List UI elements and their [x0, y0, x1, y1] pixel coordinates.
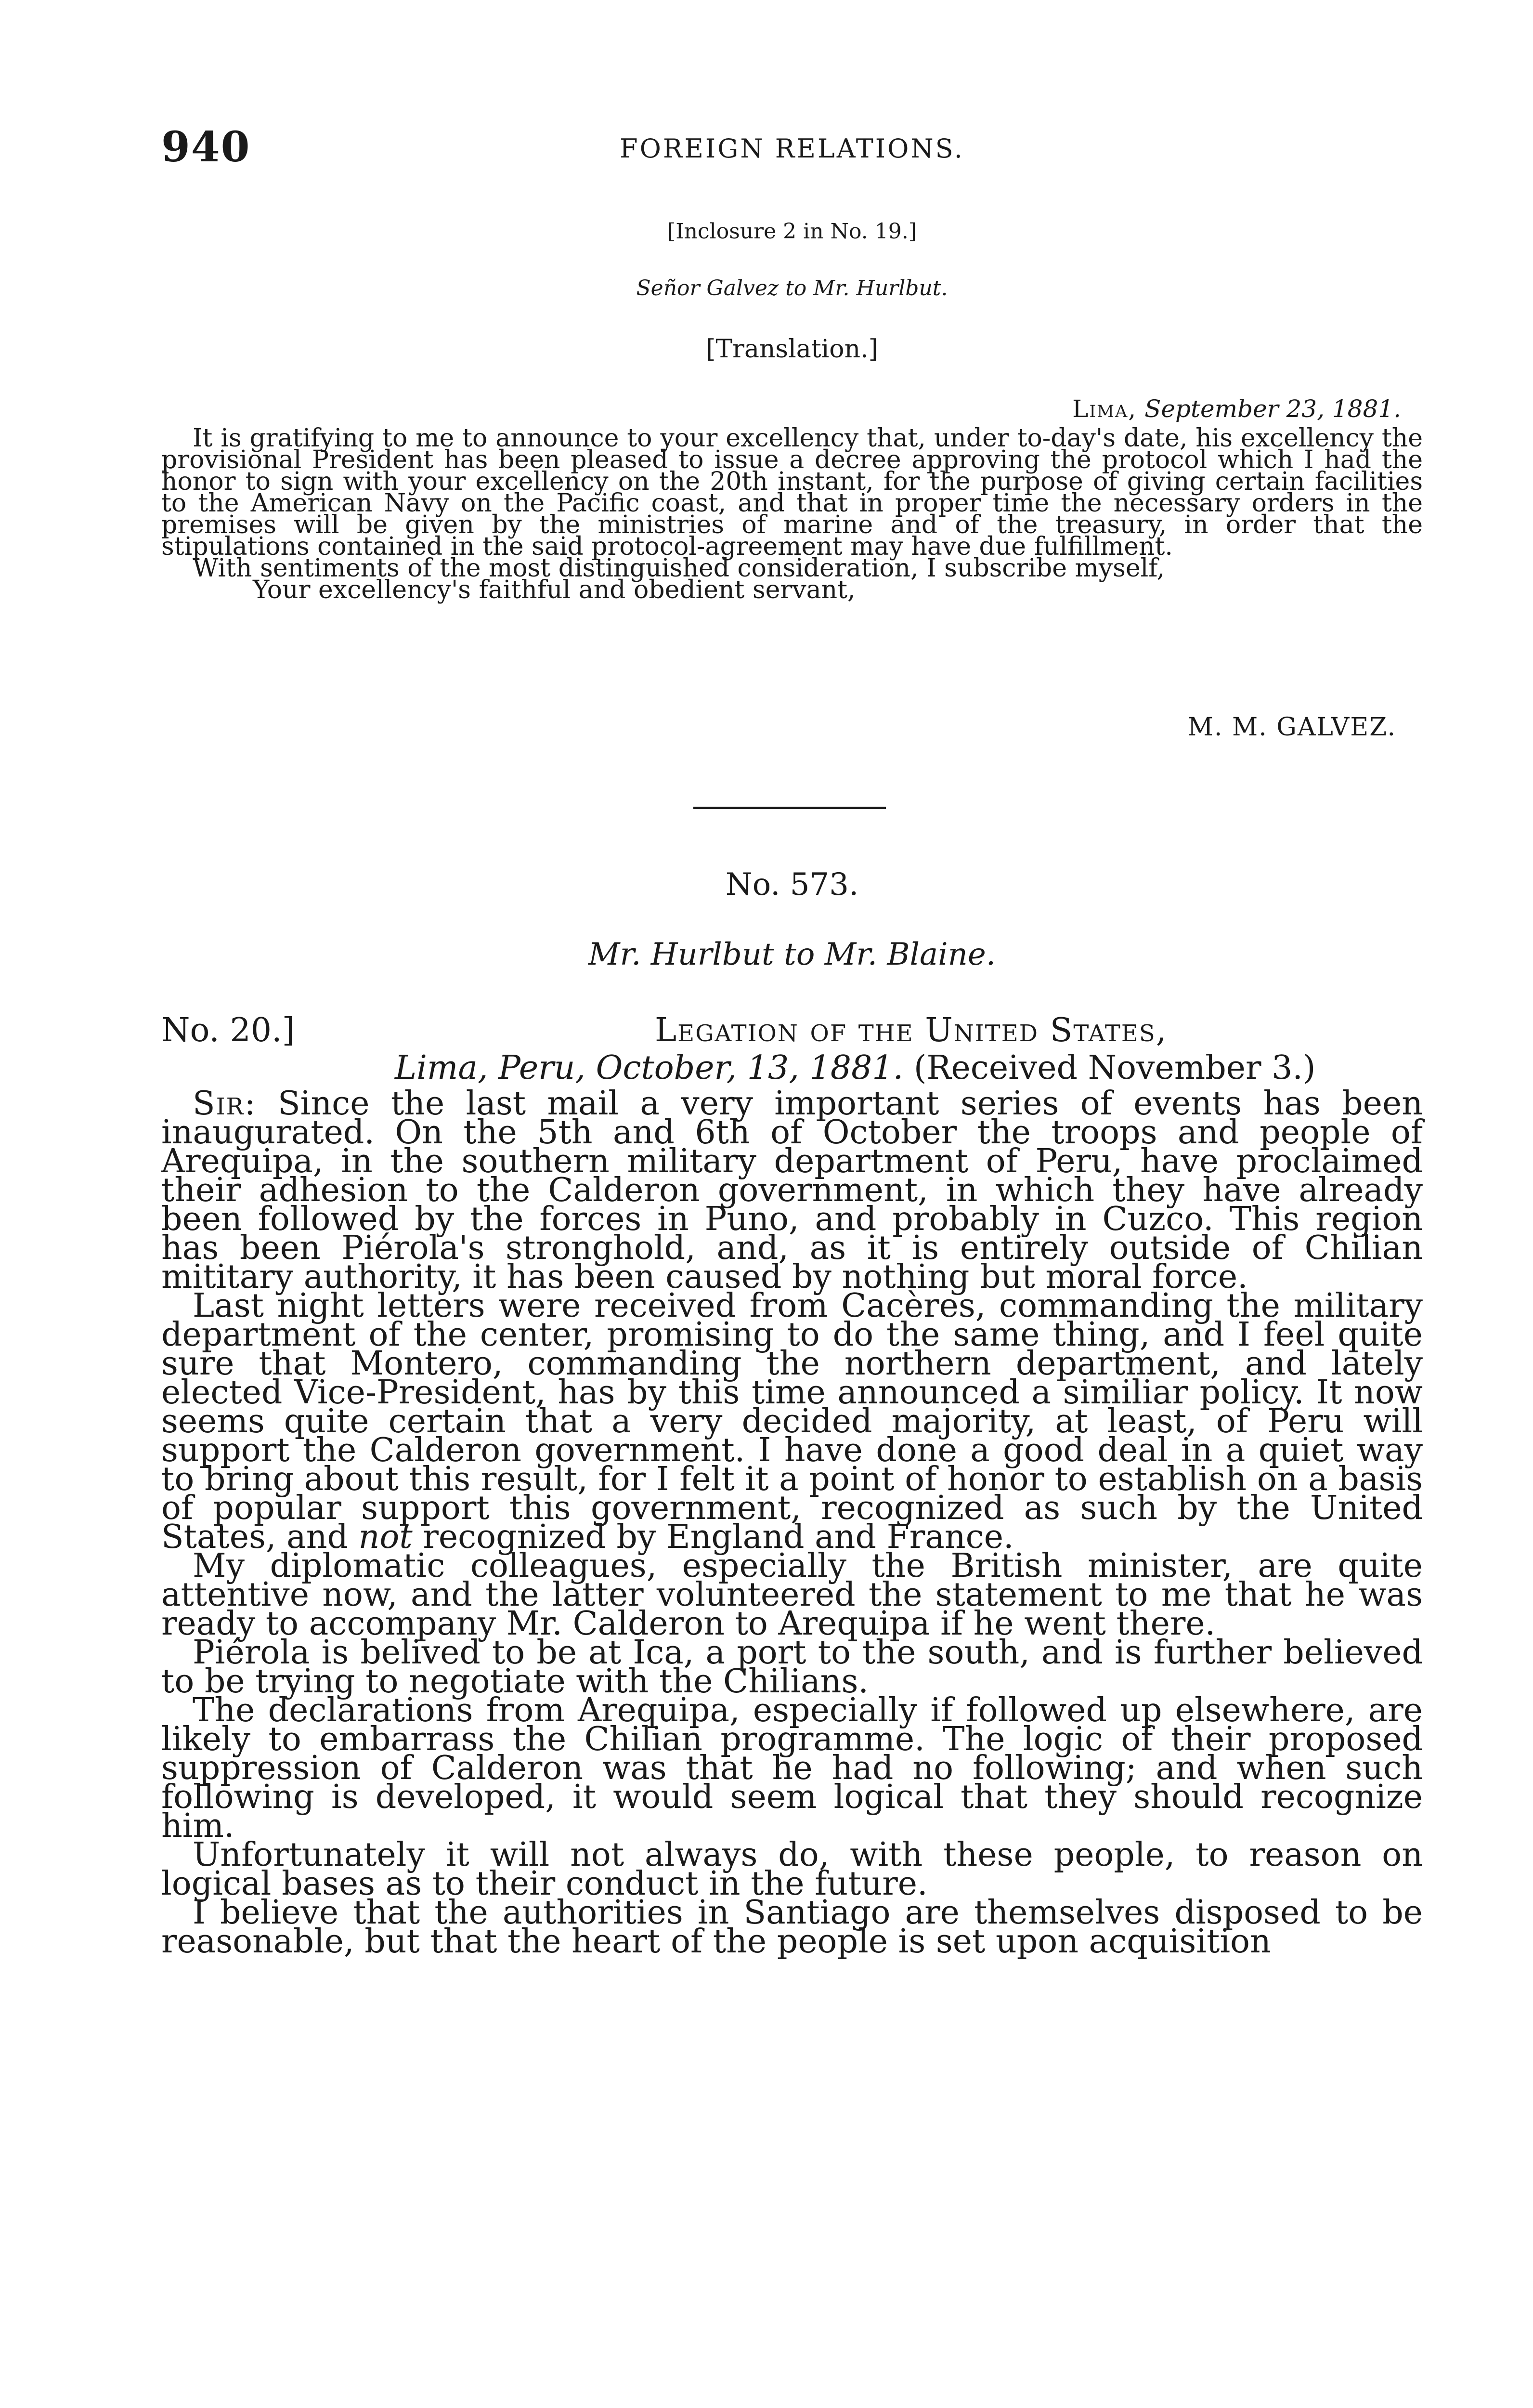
- document-number: No. 573.: [725, 867, 859, 903]
- paragraph-tail: recognized by England and France.: [423, 1518, 1014, 1556]
- document-title: Mr. Hurlbut to Mr. Blaine.: [588, 937, 996, 972]
- inclosure-body: [161, 424, 1423, 604]
- emphasis-not: not: [358, 1518, 413, 1556]
- place-date: Lima, Peru, October, 13, 1881.: [395, 1049, 904, 1087]
- salutation: Sir:: [193, 1085, 257, 1123]
- inclosure-title: Señor Galvez to Mr. Hurlbut.: [636, 276, 948, 301]
- page-header: [161, 123, 1423, 181]
- inclosure-label: [Inclosure 2 in No. 19.]: [667, 219, 917, 244]
- section-divider: [693, 807, 886, 809]
- paragraph-text: Since the last mail a very important series of events has been inaugurated. On the 5th and 6th of October the troops and people of Arequipa, in the southern military department of Peru, have proclaimed their adhesion to the Calderon government, in which they have already been followed by the forces in Puno, and probably in Cuzco. This region has been Piérola's stronghold, and, as it is entirely outside of Chilian mititary authority, it has been caused by nothing but moral force.: [161, 1085, 1423, 1296]
- inclosure-signature: M. M. GALVEZ.: [1187, 713, 1396, 742]
- letter-paragraph: Piérola is belived to be at Ica, a port to the south, and is further believed to be trying to negotiate with the Chilians.: [161, 1634, 1423, 1701]
- legation-line: Legation of the United States,: [655, 1011, 1168, 1049]
- page-number: 940: [161, 123, 251, 171]
- letter-paragraph: [161, 1085, 1423, 1296]
- inclosure-closing: Your excellency's faithful and obedient servant,: [253, 576, 856, 604]
- letter-body: [161, 1085, 1423, 1961]
- letter-paragraph: The declarations from Arequipa, especially if followed up elsewhere, are likely to embarrass the Chilian programme. The logic of their proposed suppression of Calderon was that he had no following; and when such following is developed, it would seem logical that they should recognize him.: [161, 1691, 1423, 1845]
- letter-paragraph: [161, 1287, 1423, 1556]
- received-note: (Received November 3.): [913, 1049, 1316, 1087]
- paragraph-text: Last night letters were received from Cacères, commanding the military department of the center, promising to do the same thing, and I feel quite sure that Montero, commanding the northern department, and lately elected Vice-President, has by this time announced a similiar policy. It now seems quite certain that a very decided majority, at least, of Peru will support the Calderon government. I have done a good deal in a quiet way to bring about this result, for I felt it a point of honor to establish on a basis of popular support this government, recognized as such by the United States, and: [161, 1287, 1423, 1556]
- running-head: FOREIGN RELATIONS.: [620, 133, 964, 164]
- dateline-place: Lima,: [1072, 395, 1137, 423]
- dateline-date: September 23, 1881.: [1144, 395, 1401, 423]
- letter-paragraph: My diplomatic colleagues, especially the British minister, are quite attentive now, and the latter volunteered the statement to me that he was ready to accompany Mr. Calderon to Arequipa if he went there.: [161, 1547, 1423, 1643]
- letter-paragraph: I believe that the authorities in Santiago are themselves disposed to be reasonable, but that the heart of the people is set upon acquisition: [161, 1894, 1423, 1961]
- inclosure-dateline: [915, 395, 1401, 423]
- inclosure-paragraph: It is gratifying to me to announce to your excellency that, under to-day's date, his excellency the provisional President has been pleased to issue a decree approving the protocol which I had the honor to sign with your excellency on the 20th instant, for the purpose of giving certain facilities to the American Navy on the Pacific coast, and that in proper time the necessary orders in the premises will be given by the ministries of marine and of the treasury, in order that the stipulations contained in the said protocol-agreement may have due fulfillment.: [161, 424, 1423, 561]
- letter-paragraph: Unfortunately it will not always do, with these people, to reason on logical bases as to their conduct in the future.: [161, 1836, 1423, 1903]
- inclosure-paragraph: With sentiments of the most distinguished consideration, I subscribe myself,: [193, 554, 1165, 583]
- translation-note: [Translation.]: [706, 335, 878, 364]
- place-date-line: [395, 1049, 1316, 1087]
- dispatch-number: No. 20.]: [161, 1011, 295, 1049]
